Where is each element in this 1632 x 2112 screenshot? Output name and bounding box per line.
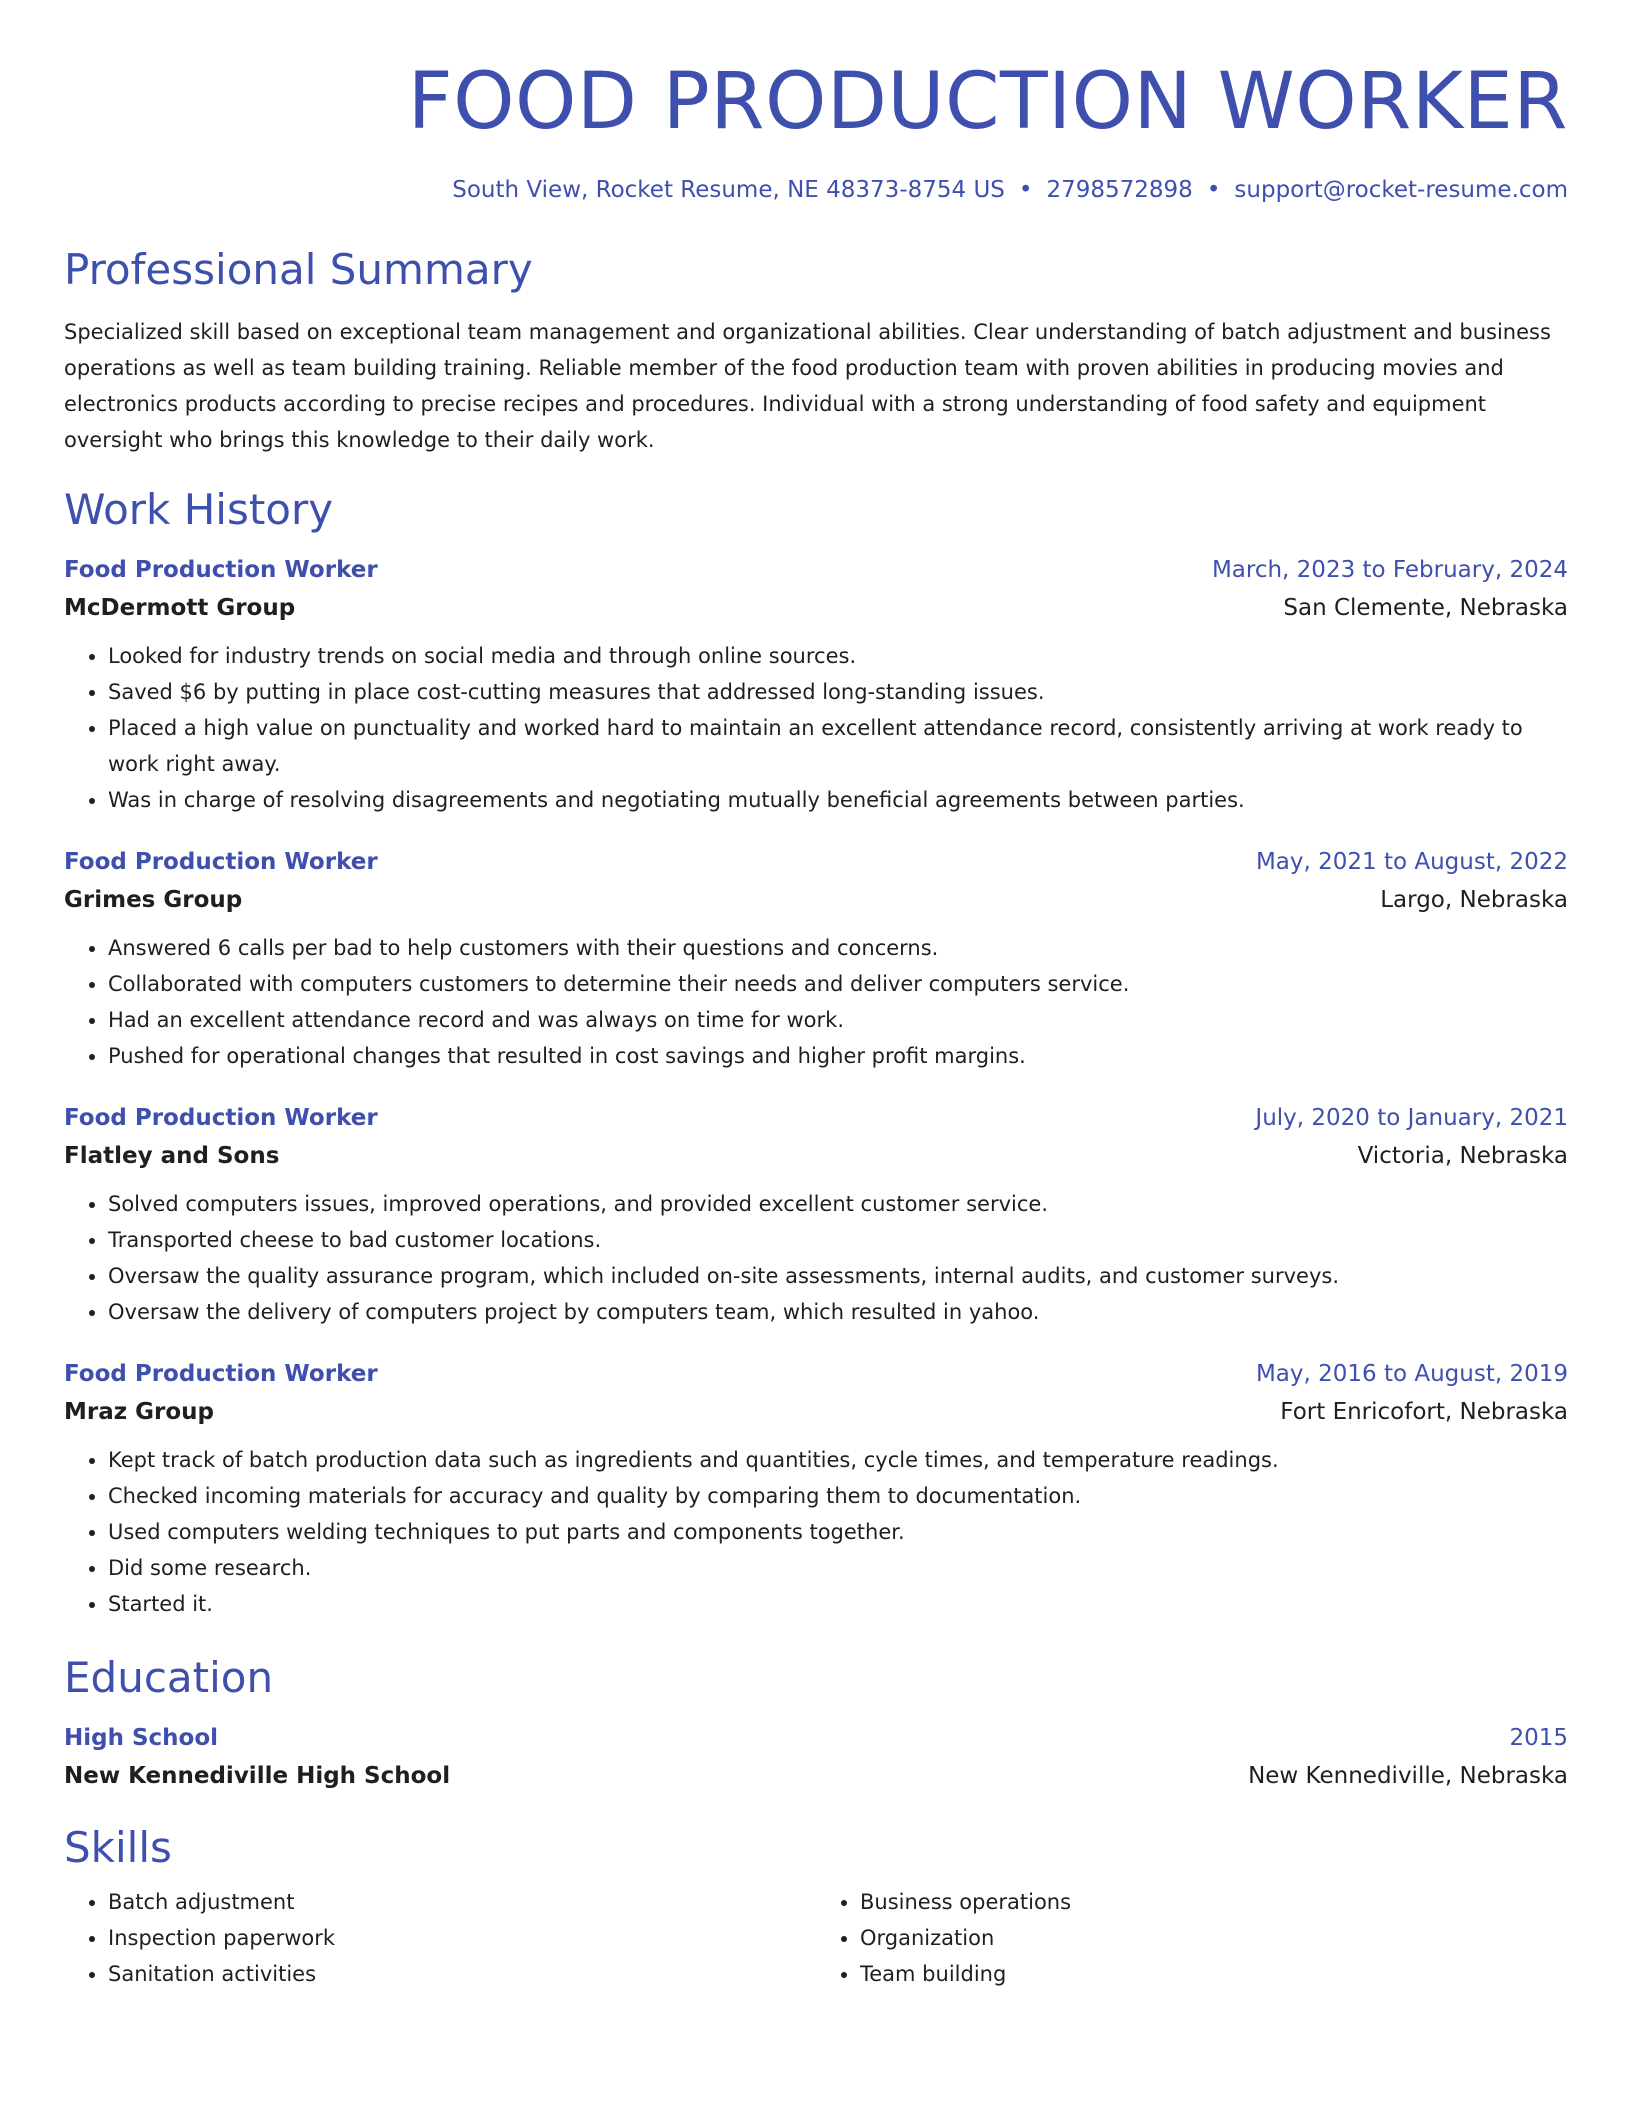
job-bullet: • Saved $6 by putting in place cost-cutting measures that addressed long-standing issues.	[108, 674, 1568, 710]
contact-phone: 2798572898	[1046, 177, 1193, 203]
contact-separator: •	[1206, 177, 1221, 203]
contact-email: support@rocket-resume.com	[1234, 177, 1568, 203]
job-bullet: • Kept track of batch production data such as ingredients and quantities, cycle times, and temperature readings.	[108, 1442, 1568, 1478]
job-bullet: • Answered 6 calls per bad to help customers with their questions and concerns.	[108, 930, 1568, 966]
job-title: Food Production Worker	[64, 849, 378, 875]
job-employer: Grimes Group	[64, 887, 243, 913]
job-location: Largo, Nebraska	[1380, 887, 1568, 913]
job-bullet: • Oversaw the quality assurance program, which included on-site assessments, internal audits, and customer surveys.	[108, 1258, 1568, 1294]
job-bullet: • Solved computers issues, improved operations, and provided excellent customer service.	[108, 1186, 1568, 1222]
education-year: 2015	[1509, 1725, 1568, 1751]
job-bullet: • Checked incoming materials for accuracy and quality by comparing them to documentation.	[108, 1478, 1568, 1514]
job-entry	[64, 1100, 1568, 1330]
job-bullet: • Did some research.	[108, 1550, 1568, 1586]
education-entry	[64, 1720, 1568, 1796]
job-bullet: • Looked for industry trends on social media and through online sources.	[108, 638, 1568, 674]
job-bullet: • Oversaw the delivery of computers project by computers team, which resulted in yahoo.	[108, 1294, 1568, 1330]
contact-address: South View, Rocket Resume, NE 48373-8754 US	[452, 177, 1005, 203]
job-bullets	[64, 1442, 1568, 1622]
section-title-work-history: Work History	[64, 485, 334, 534]
job-bullet: • Transported cheese to bad customer locations.	[108, 1222, 1568, 1258]
skills-column-right	[816, 1884, 1568, 1992]
job-bullet: • Collaborated with computers customers to determine their needs and deliver computers service.	[108, 966, 1568, 1002]
job-bullet: • Was in charge of resolving disagreements and negotiating mutually beneficial agreements between parties.	[108, 782, 1568, 818]
job-title: Food Production Worker	[64, 557, 378, 583]
job-title: Food Production Worker	[64, 1105, 378, 1131]
skills-column-left	[64, 1884, 816, 1992]
job-bullet: • Used computers welding techniques to put parts and components together.	[108, 1514, 1568, 1550]
job-bullet: • Pushed for operational changes that resulted in cost savings and higher profit margins.	[108, 1038, 1568, 1074]
job-bullets	[64, 1186, 1568, 1330]
job-dates: July, 2020 to January, 2021	[1255, 1105, 1568, 1131]
job-bullet: • Started it.	[108, 1586, 1568, 1622]
job-entry	[64, 1356, 1568, 1622]
section-title-summary: Professional Summary	[64, 245, 533, 294]
section-title-education: Education	[64, 1653, 274, 1702]
job-employer: Mraz Group	[64, 1399, 215, 1425]
skills-list	[64, 1884, 1568, 1992]
job-location: Victoria, Nebraska	[1357, 1143, 1568, 1169]
contact-line	[64, 174, 1568, 206]
job-dates: March, 2023 to February, 2024	[1211, 557, 1568, 583]
summary-text: Specialized skill based on exceptional team management and organizational abilities. Clear understanding of batch adjustment and business operations as well as team building training. Reliable member of the food production team with proven abilities in producing movies and electronics products according to precise recipes and procedures. Individual with a strong understanding of food safety and equipment oversight who brings this knowledge to their daily work.	[64, 320, 1551, 452]
job-dates: May, 2021 to August, 2022	[1255, 849, 1568, 875]
candidate-title: FOOD PRODUCTION WORKER	[407, 57, 1568, 147]
skill-item: • Team building	[860, 1956, 1568, 1992]
skill-item: • Batch adjustment	[108, 1884, 816, 1920]
job-bullets	[64, 638, 1568, 818]
job-location: San Clemente, Nebraska	[1283, 595, 1568, 621]
education-location: New Kennediville, Nebraska	[1248, 1763, 1568, 1789]
job-entry	[64, 844, 1568, 1074]
job-bullet: • Placed a high value on punctuality and worked hard to maintain an excellent attendance record, consistently arriving at work ready to work right away.	[108, 710, 1568, 782]
job-employer: Flatley and Sons	[64, 1143, 280, 1169]
skill-item: • Organization	[860, 1920, 1568, 1956]
job-dates: May, 2016 to August, 2019	[1255, 1361, 1568, 1387]
resume-header	[64, 52, 1568, 206]
skill-item: • Business operations	[860, 1884, 1568, 1920]
education-degree: High School	[64, 1725, 219, 1751]
education-school: New Kennediville High School	[64, 1763, 451, 1789]
job-employer: McDermott Group	[64, 595, 296, 621]
skill-item: • Sanitation activities	[108, 1956, 816, 1992]
section-title-skills: Skills	[64, 1823, 172, 1872]
job-title: Food Production Worker	[64, 1361, 378, 1387]
contact-separator: •	[1018, 177, 1033, 203]
job-location: Fort Enricofort, Nebraska	[1280, 1399, 1568, 1425]
job-entry	[64, 552, 1568, 818]
job-bullets	[64, 930, 1568, 1074]
job-bullet: • Had an excellent attendance record and was always on time for work.	[108, 1002, 1568, 1038]
skill-item: • Inspection paperwork	[108, 1920, 816, 1956]
